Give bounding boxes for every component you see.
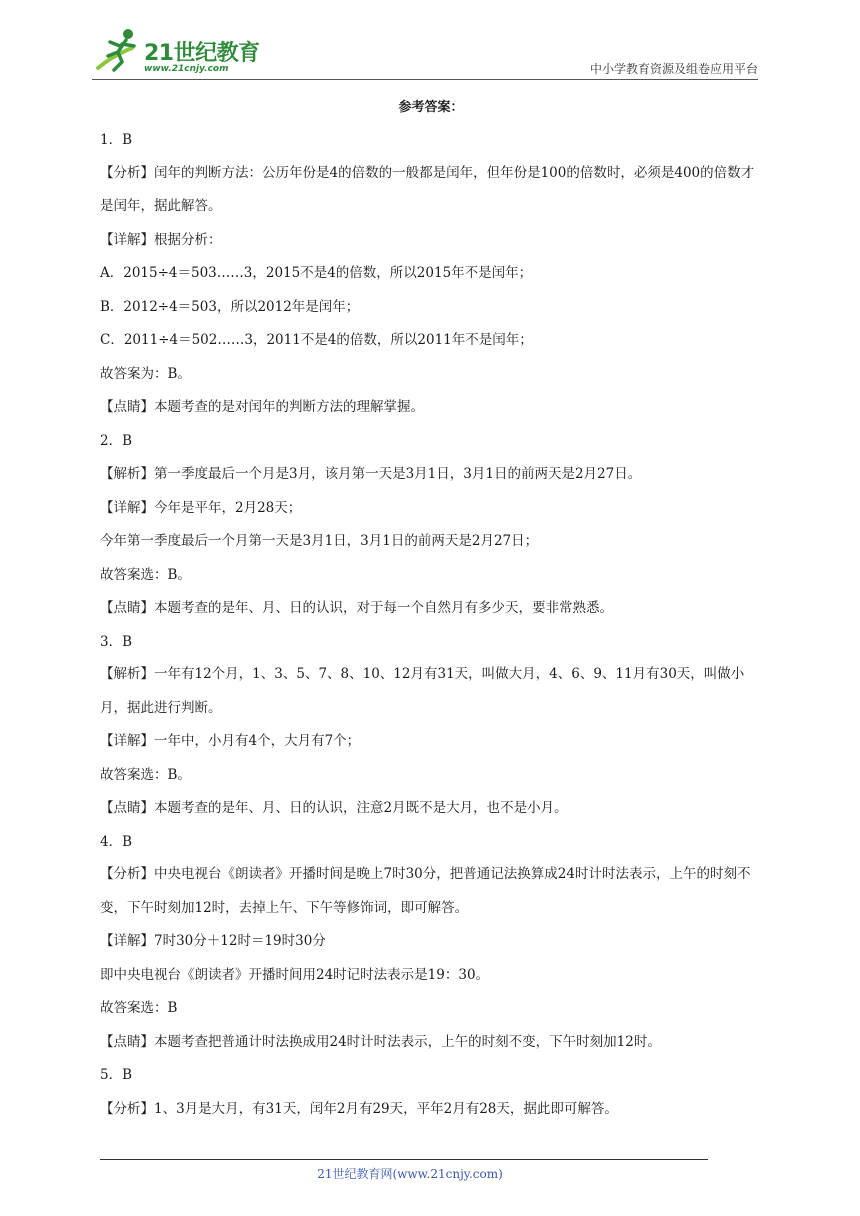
runner-logo-icon bbox=[92, 26, 148, 76]
answer-content bbox=[100, 98, 762, 1132]
answer-line: 【分析】闰年的判断方法：公历年份是4的倍数的一般都是闰年，但年份是100的倍数时，必须是400的倍数才是闰年，据此解答。 bbox=[100, 164, 755, 214]
answer-line: 3．B bbox=[100, 633, 133, 650]
page-footer: 21世纪教育网(www.21cnjy.com) bbox=[317, 1167, 503, 1181]
answer-line: 5．B bbox=[100, 1067, 133, 1083]
answer-line: 【分析】中央电视台《朗读者》开播时间是晚上7时30分，把普通记法换算成24时计时法表示，上午的时刻不变，下午时刻加12时，去掉上午、下午等修饰词，即可解答。 bbox=[100, 866, 751, 916]
answer-line: 2．B bbox=[100, 432, 133, 449]
answer-line: 今年第一季度最后一个月第一天是3月1日，3月1日的前两天是2月27日； bbox=[100, 533, 539, 549]
answer-line: 故答案选：B。 bbox=[100, 566, 191, 583]
logo-url: www.21cnjy.com bbox=[144, 64, 229, 74]
platform-name: 中小学教育资源及组卷应用平台 bbox=[589, 62, 758, 76]
answer-line: B．2012÷4＝503，所以2012年是闰年； bbox=[100, 298, 360, 315]
answer-line: 故答案选：B。 bbox=[100, 766, 191, 783]
answer-line: 【点睛】本题考查的是年、月、日的认识，注意2月既不是大月，也不是小月。 bbox=[100, 800, 568, 816]
answer-line: 【详解】一年中，小月有4个，大月有7个； bbox=[100, 733, 361, 749]
page-title: 参考答案： bbox=[398, 100, 464, 115]
answer-line: 4．B bbox=[100, 833, 133, 850]
header-divider bbox=[92, 79, 758, 80]
answer-line: 【详解】今年是平年，2月28天； bbox=[100, 499, 302, 516]
answer-line: 1．B bbox=[100, 132, 133, 148]
answer-line: 【解析】第一季度最后一个月是3月，该月第一天是3月1日，3月1日的前两天是2月27日。 bbox=[100, 466, 642, 482]
answer-line: 故答案选：B bbox=[100, 1000, 178, 1016]
logo-text: 21世纪教育 bbox=[144, 41, 260, 66]
answer-line: A．2015÷4＝503……3，2015不是4的倍数，所以2015年不是闰年； bbox=[100, 265, 533, 281]
answer-line: 【解析】一年有12个月，1、3、5、7、8、10、12月有31天，叫做大月，4、6、9、11月有30天，叫做小月，据此进行判断。 bbox=[100, 666, 745, 716]
answer-line: C．2011÷4＝502……3，2011不是4的倍数，所以2011年不是闰年； bbox=[100, 332, 533, 348]
answer-line: 【点睛】本题考查把普通计时法换成用24时计时法表示，上午的时刻不变，下午时刻加12时。 bbox=[100, 1033, 661, 1050]
footer-divider bbox=[100, 1159, 708, 1160]
answer-line: 故答案为：B。 bbox=[100, 365, 191, 382]
answer-line: 【点睛】本题考查的是对闰年的判断方法的理解掌握。 bbox=[100, 399, 424, 415]
answer-line: 【分析】1、3月是大月，有31天，闰年2月有29天，平年2月有28天，据此即可解答。 bbox=[100, 1100, 618, 1117]
logo bbox=[92, 26, 262, 76]
answer-line: 【详解】7时30分＋12时＝19时30分 bbox=[100, 933, 326, 949]
answer-line: 【详解】根据分析： bbox=[100, 231, 222, 248]
page-header bbox=[92, 26, 758, 80]
answer-line: 【点睛】本题考查的是年、月、日的认识，对于每一个自然月有多少天，要非常熟悉。 bbox=[100, 600, 613, 616]
answer-line: 即中央电视台《朗读者》开播时间用24时记时法表示是19：30。 bbox=[100, 966, 490, 983]
